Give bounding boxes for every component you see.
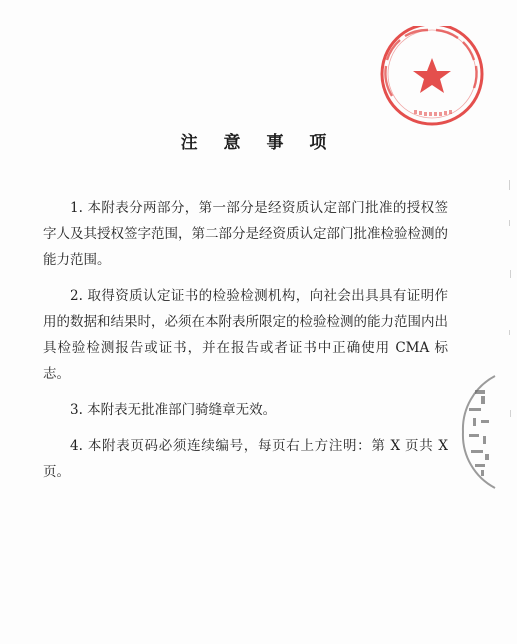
note-item-4: 4. 本附表页码必须连续编号，每页右上方注明：第 X 页共 X 页。	[43, 438, 448, 480]
note-item-3: 3. 本附表无批准部门骑缝章无效。	[70, 402, 277, 418]
seam-seal-icon	[455, 372, 503, 492]
red-star-seal-icon	[370, 26, 488, 126]
page-title: 注 意 事 项	[180, 133, 337, 153]
note-item-1: 1. 本附表分两部分，第一部分是经资质认定部门批准的授权签字人及其授权签字范围，第二部分是经资质认定部门批准检验检测的能力范围。	[43, 200, 448, 268]
scan-edge-marks	[505, 180, 515, 480]
note-item-2: 2. 取得资质认定证书的检验检测机构，向社会出具具有证明作用的数据和结果时，必须在本附表所限定的检验检测的能力范围内出具检验检测报告或证书，并在报告或者证书中正确使用 CMA 标志。	[43, 288, 448, 382]
notes-body	[43, 195, 448, 495]
